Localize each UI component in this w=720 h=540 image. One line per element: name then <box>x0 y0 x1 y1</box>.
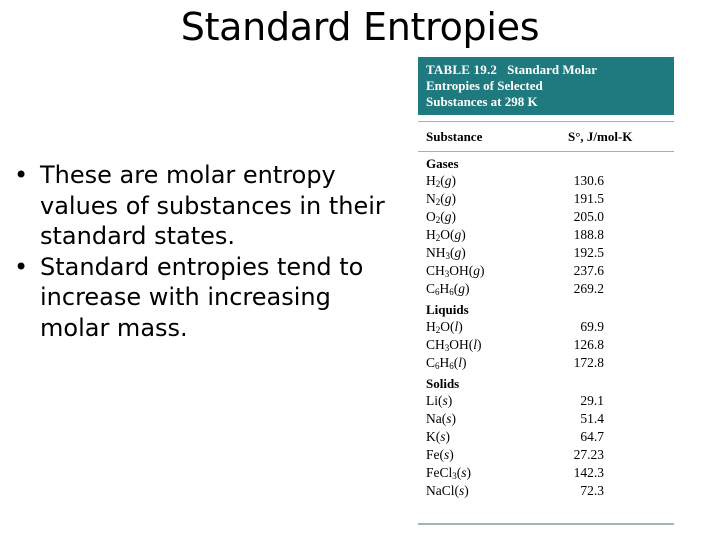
entropy-table <box>418 57 674 525</box>
substance-cell: NaCl(s) <box>426 483 469 498</box>
table-row <box>418 354 674 372</box>
substance-cell: $CH_3OH(l)$ <box>426 337 482 353</box>
substance-cell: Fe(s) <box>426 447 454 462</box>
table-body <box>418 152 674 500</box>
substance-cell: $C_6H_6(l)$ <box>426 355 467 371</box>
table-column-header <box>418 121 674 152</box>
bullet-list <box>14 160 404 343</box>
table-row <box>418 190 674 208</box>
entropy-value-cell: 69.9 <box>580 319 604 334</box>
entropy-value-cell: 51.4 <box>580 411 604 426</box>
table-row <box>418 172 674 190</box>
substance-cell: $H_2O(g)$ <box>426 227 466 243</box>
table-bottom-rule <box>418 523 674 525</box>
bullet-dot: • <box>14 252 29 281</box>
table-row <box>418 446 674 464</box>
entropy-value-cell: 269.2 <box>573 281 604 296</box>
group-label: Gases <box>426 156 459 171</box>
substance-cell: K(s) <box>426 429 451 444</box>
group-label: Solids <box>426 376 460 391</box>
column-header-substance: Substance <box>426 129 483 144</box>
table-row <box>418 336 674 354</box>
table-row <box>418 482 674 500</box>
substance-cell: $CH_3OH(g)$ <box>426 263 485 279</box>
entropy-value-cell: 205.0 <box>573 209 604 224</box>
entropy-value-cell: 64.7 <box>580 429 604 444</box>
entropy-value-cell: 130.6 <box>573 173 604 188</box>
bullet-item <box>14 252 404 344</box>
substance-cell: $C_6H_6(g)$ <box>426 281 470 297</box>
table-caption-line: Substances at 298 K <box>426 94 538 109</box>
entropy-value-cell: 172.8 <box>573 355 604 370</box>
substance-cell: $H_2O(l)$ <box>426 319 463 335</box>
table-row <box>418 318 674 336</box>
table-row <box>418 280 674 298</box>
entropy-value-cell: 237.6 <box>573 263 604 278</box>
bullet-item <box>14 160 404 252</box>
slide-title: Standard Entropies <box>180 5 540 49</box>
substance-cell: FeCl$_3$(s) <box>426 465 472 481</box>
table-caption <box>418 57 674 115</box>
table-row <box>418 392 674 410</box>
substance-cell: $NH_3(g)$ <box>426 245 466 261</box>
table-row <box>418 208 674 226</box>
table-row <box>418 464 674 482</box>
bullet-dot: • <box>14 161 29 189</box>
table-row <box>418 428 674 446</box>
entropy-value-cell: 188.8 <box>573 227 604 242</box>
table-row <box>418 244 674 262</box>
entropy-value-cell: 192.5 <box>573 245 604 260</box>
substance-cell: Li(s) <box>426 393 453 408</box>
entropy-value-cell: 191.5 <box>573 191 604 206</box>
substance-cell: $N_2(g)$ <box>426 191 456 207</box>
entropy-value-cell: 72.3 <box>580 483 604 498</box>
substance-cell: Na(s) <box>426 411 457 426</box>
entropy-value-cell: 142.3 <box>573 465 604 480</box>
substance-cell: $O_2(g)$ <box>426 209 456 225</box>
table-number: TABLE 19.2 <box>426 62 498 77</box>
table-row <box>418 226 674 244</box>
bullet-text: These are molar entropy values of substances in their standard states. <box>40 161 385 250</box>
column-header-entropy: S°, J/mol-K <box>568 129 633 144</box>
substance-cell: $H_2(g)$ <box>426 173 456 189</box>
entropy-value-cell: 27.23 <box>573 447 604 462</box>
entropy-value-cell: 29.1 <box>580 393 604 408</box>
entropy-value-cell: 126.8 <box>573 337 604 352</box>
bullet-text: Standard entropies tend to increase with increasing molar mass. <box>40 252 364 342</box>
table-row <box>418 410 674 428</box>
group-label: Liquids <box>426 302 469 317</box>
table-caption-line: Standard Molar <box>507 62 598 77</box>
table-caption-line: Entropies of Selected <box>426 78 543 93</box>
table-row <box>418 262 674 280</box>
